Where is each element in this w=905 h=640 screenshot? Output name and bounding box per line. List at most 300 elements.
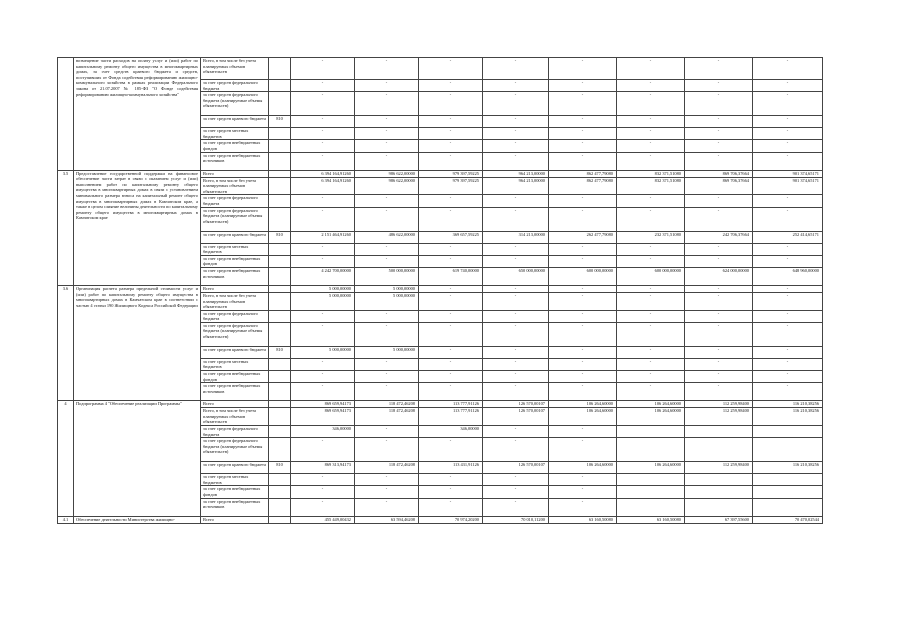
amount-cell: -	[355, 438, 419, 462]
amount-cell: -	[419, 285, 483, 292]
amount-cell: 986 622,00000	[355, 177, 419, 195]
amount-cell: -	[753, 243, 823, 255]
funding-source: за счет средств федерального бюджета (планируемые объемы обязательств)	[201, 207, 269, 231]
amount-cell: 986 622,00000	[355, 170, 419, 177]
amount-cell: 106 264,60000	[617, 401, 685, 408]
funding-source: за счет средств краевого бюджета	[201, 462, 269, 474]
amount-cell: -	[483, 285, 549, 292]
budget-code	[269, 474, 291, 486]
budget-table-page	[57, 57, 822, 524]
amount-cell: -	[483, 371, 549, 383]
amount-cell: 486 622,00000	[355, 231, 419, 243]
budget-code	[269, 92, 291, 116]
budget-code: 810	[269, 346, 291, 358]
amount-cell: 106 264,60000	[549, 401, 617, 408]
amount-cell: -	[355, 243, 419, 255]
amount-cell: -	[483, 80, 549, 92]
amount-cell: 5 000,00000	[291, 285, 355, 292]
funding-source: за счет средств местных бюджетов	[201, 474, 269, 486]
funding-source: за счет средств внебюджетных фондов	[201, 486, 269, 498]
amount-cell: 252 414,65171	[753, 231, 823, 243]
amount-cell	[753, 438, 823, 462]
amount-cell: -	[685, 285, 753, 292]
amount-cell: -	[355, 128, 419, 140]
amount-cell: 112 259,98400	[685, 408, 753, 426]
amount-cell: -	[419, 128, 483, 140]
amount-cell: -	[753, 358, 823, 370]
funding-source: за счет средств краевого бюджета	[201, 116, 269, 128]
amount-cell: -	[685, 292, 753, 310]
budget-code: 810	[269, 116, 291, 128]
funding-source: Всего, в том числе без учета планируемых объемов обязательств	[201, 177, 269, 195]
amount-cell: -	[483, 140, 549, 152]
row-number: 3.5	[58, 170, 74, 285]
funding-source: за счет средств внебюджетных источников	[201, 267, 269, 285]
budget-code	[269, 170, 291, 177]
amount-cell: -	[685, 310, 753, 322]
amount-cell: 126 570,00107	[483, 401, 549, 408]
amount-cell: 118 472,46208	[355, 401, 419, 408]
amount-cell: 106 264,60000	[549, 462, 617, 474]
amount-cell: -	[549, 285, 617, 292]
amount-cell	[685, 474, 753, 486]
amount-cell: -	[617, 140, 685, 152]
amount-cell: -	[753, 128, 823, 140]
amount-cell: -	[685, 116, 753, 128]
amount-cell: -	[483, 346, 549, 358]
amount-cell: 116 210,38256	[753, 462, 823, 474]
amount-cell: -	[549, 474, 617, 486]
amount-cell: 869 706,37664	[685, 177, 753, 195]
amount-cell: -	[483, 195, 549, 207]
table-row	[58, 516, 823, 523]
amount-cell: -	[291, 255, 355, 267]
amount-cell	[753, 426, 823, 438]
amount-cell: 832 371,51080	[617, 170, 685, 177]
amount-cell: 869 659,94173	[291, 401, 355, 408]
amount-cell: 106 264,60000	[617, 408, 685, 426]
budget-code	[269, 243, 291, 255]
budget-code	[269, 58, 291, 80]
amount-cell: -	[291, 438, 355, 462]
budget-code	[269, 292, 291, 310]
amount-cell: -	[753, 152, 823, 170]
budget-code	[269, 177, 291, 195]
amount-cell: -	[549, 58, 617, 80]
amount-cell: 6 394 164,91260	[291, 177, 355, 195]
amount-cell: -	[483, 255, 549, 267]
amount-cell: -	[291, 195, 355, 207]
amount-cell: -	[617, 195, 685, 207]
amount-cell	[685, 486, 753, 498]
amount-cell: -	[549, 346, 617, 358]
amount-cell: 70 974,20200	[419, 516, 483, 523]
funding-source: Всего, в том числе без учета планируемых объемов обязательств	[201, 292, 269, 310]
funding-source: за счет средств внебюджетных фондов	[201, 255, 269, 267]
amount-cell: -	[549, 310, 617, 322]
amount-cell: -	[617, 310, 685, 322]
funding-source: Всего	[201, 170, 269, 177]
measure-description: Подпрограмма 4 "Обеспечение реализации Программы"	[74, 401, 201, 516]
amount-cell: -	[291, 152, 355, 170]
amount-cell: 869 313,94173	[291, 462, 355, 474]
amount-cell: -	[355, 498, 419, 516]
table-body	[58, 58, 823, 524]
budget-code	[269, 486, 291, 498]
amount-cell: -	[549, 255, 617, 267]
amount-cell: 106 264,60000	[549, 408, 617, 426]
amount-cell: -	[753, 116, 823, 128]
amount-cell: -	[617, 255, 685, 267]
amount-cell: -	[419, 255, 483, 267]
amount-cell: -	[617, 346, 685, 358]
amount-cell: -	[419, 116, 483, 128]
budget-code	[269, 267, 291, 285]
measure-description: Обеспечение деятельности Министерства жилищно-	[74, 516, 201, 523]
amount-cell: -	[685, 371, 753, 383]
amount-cell: -	[291, 116, 355, 128]
amount-cell: -	[483, 310, 549, 322]
amount-cell: -	[483, 152, 549, 170]
amount-cell: 5 000,00000	[355, 285, 419, 292]
amount-cell: -	[291, 243, 355, 255]
row-number	[58, 58, 74, 171]
funding-source: за счет средств краевого бюджета	[201, 231, 269, 243]
amount-cell: 106 264,60000	[617, 462, 685, 474]
amount-cell: -	[753, 207, 823, 231]
budget-code	[269, 383, 291, 401]
funding-source: за счет средств федерального бюджета	[201, 80, 269, 92]
amount-cell: -	[291, 310, 355, 322]
amount-cell: -	[685, 346, 753, 358]
amount-cell: -	[753, 371, 823, 383]
amount-cell: 6 394 164,91260	[291, 170, 355, 177]
amount-cell: -	[617, 383, 685, 401]
amount-cell: 113 777,91126	[419, 408, 483, 426]
amount-cell: -	[753, 58, 823, 80]
amount-cell: -	[549, 80, 617, 92]
amount-cell: -	[483, 358, 549, 370]
amount-cell: -	[355, 474, 419, 486]
funding-source: за счет средств федерального бюджета (планируемые объемы обязательств)	[201, 92, 269, 116]
row-number: 4	[58, 401, 74, 516]
amount-cell: -	[291, 58, 355, 80]
row-number: 4.1	[58, 516, 74, 523]
amount-cell: 869 706,37664	[685, 170, 753, 177]
table-row	[58, 170, 823, 177]
amount-cell: -	[685, 92, 753, 116]
amount-cell: -	[355, 80, 419, 92]
amount-cell: -	[291, 358, 355, 370]
amount-cell: -	[753, 195, 823, 207]
funding-source: за счет средств внебюджетных источников	[201, 383, 269, 401]
amount-cell: 901 374,65171	[753, 177, 823, 195]
amount-cell: 112 259,98400	[685, 401, 753, 408]
amount-cell: -	[685, 358, 753, 370]
budget-code	[269, 80, 291, 92]
funding-source: за счет средств федерального бюджета (планируемые объемы обязательств)	[201, 438, 269, 462]
measure-description: Организация расчета размера предельной стоимости услуг и (или) работ по капитальному ремонту общего имущества в многоквартирных домах в Камчатском крае в соответствии с частью 4 статьи 190 Жилищного Кодекса Российской Федерации	[74, 285, 201, 400]
amount-cell: 126 570,00107	[483, 408, 549, 426]
budget-code	[269, 207, 291, 231]
amount-cell: -	[419, 474, 483, 486]
amount-cell: 964 213,00000	[483, 177, 549, 195]
budget-code	[269, 438, 291, 462]
amount-cell: -	[549, 152, 617, 170]
amount-cell	[617, 486, 685, 498]
amount-cell: -	[419, 140, 483, 152]
amount-cell: -	[549, 140, 617, 152]
funding-source: за счет средств федерального бюджета	[201, 426, 269, 438]
amount-cell: -	[549, 243, 617, 255]
amount-cell: 116 210,38256	[753, 401, 823, 408]
amount-cell: -	[419, 371, 483, 383]
amount-cell: -	[685, 128, 753, 140]
amount-cell: 624 000,00000	[685, 267, 753, 285]
amount-cell: -	[685, 58, 753, 80]
funding-source: за счет средств краевого бюджета	[201, 346, 269, 358]
amount-cell: -	[419, 243, 483, 255]
amount-cell: -	[617, 128, 685, 140]
amount-cell: -	[419, 383, 483, 401]
amount-cell: 369 657,59225	[419, 231, 483, 243]
budget-code	[269, 195, 291, 207]
amount-cell: -	[617, 285, 685, 292]
amount-cell: -	[549, 486, 617, 498]
amount-cell: -	[483, 116, 549, 128]
table-row	[58, 285, 823, 292]
table-row	[58, 58, 823, 80]
amount-cell: -	[617, 116, 685, 128]
amount-cell: 901 374,65171	[753, 170, 823, 177]
amount-cell: -	[549, 92, 617, 116]
amount-cell: -	[685, 207, 753, 231]
amount-cell: -	[355, 322, 419, 346]
amount-cell: -	[291, 383, 355, 401]
amount-cell: -	[685, 80, 753, 92]
amount-cell: -	[419, 346, 483, 358]
amount-cell: -	[549, 383, 617, 401]
amount-cell: -	[355, 255, 419, 267]
amount-cell: 832 371,51080	[617, 177, 685, 195]
amount-cell: 113 777,91126	[419, 401, 483, 408]
budget-code: 810	[269, 231, 291, 243]
amount-cell: -	[355, 195, 419, 207]
amount-cell: -	[483, 292, 549, 310]
amount-cell: -	[685, 255, 753, 267]
funding-source: за счет средств внебюджетных источников	[201, 152, 269, 170]
amount-cell	[685, 498, 753, 516]
amount-cell: -	[549, 207, 617, 231]
amount-cell: 126 570,00107	[483, 462, 549, 474]
amount-cell: 862 477,79080	[549, 170, 617, 177]
funding-source: за счет средств местных бюджетов	[201, 128, 269, 140]
amount-cell: -	[483, 58, 549, 80]
budget-table	[57, 57, 823, 524]
amount-cell: 262 477,79080	[549, 231, 617, 243]
amount-cell: -	[419, 152, 483, 170]
funding-source: Всего	[201, 516, 269, 523]
amount-cell: -	[617, 292, 685, 310]
budget-code	[269, 498, 291, 516]
amount-cell: -	[483, 498, 549, 516]
amount-cell: -	[419, 80, 483, 92]
funding-source: Всего	[201, 285, 269, 292]
amount-cell: 70 010,11200	[483, 516, 549, 523]
amount-cell: -	[291, 486, 355, 498]
amount-cell: -	[685, 140, 753, 152]
amount-cell: -	[617, 80, 685, 92]
amount-cell: -	[549, 128, 617, 140]
amount-cell: -	[753, 346, 823, 358]
amount-cell: 63 594,46208	[355, 516, 419, 523]
amount-cell: 619 740,00000	[419, 267, 483, 285]
amount-cell: -	[753, 322, 823, 346]
amount-cell: -	[549, 116, 617, 128]
amount-cell: -	[355, 207, 419, 231]
amount-cell: 70 470,02544	[753, 516, 823, 523]
amount-cell: -	[617, 243, 685, 255]
funding-source: за счет средств внебюджетных фондов	[201, 140, 269, 152]
amount-cell: 113 431,91126	[419, 462, 483, 474]
amount-cell: -	[355, 58, 419, 80]
amount-cell: -	[549, 438, 617, 462]
amount-cell: -	[685, 243, 753, 255]
amount-cell: -	[549, 498, 617, 516]
amount-cell: -	[483, 243, 549, 255]
budget-code	[269, 516, 291, 523]
amount-cell: -	[291, 128, 355, 140]
funding-source: за счет средств местных бюджетов	[201, 243, 269, 255]
amount-cell: -	[549, 195, 617, 207]
amount-cell: -	[419, 438, 483, 462]
budget-code	[269, 371, 291, 383]
budget-code	[269, 310, 291, 322]
amount-cell	[617, 474, 685, 486]
amount-cell: -	[355, 140, 419, 152]
amount-cell: -	[617, 207, 685, 231]
amount-cell: -	[483, 438, 549, 462]
amount-cell: -	[355, 116, 419, 128]
amount-cell: -	[419, 58, 483, 80]
budget-code	[269, 401, 291, 408]
amount-cell: 5 000,00000	[355, 346, 419, 358]
amount-cell: 2 151 464,91260	[291, 231, 355, 243]
amount-cell: -	[355, 358, 419, 370]
amount-cell: -	[617, 58, 685, 80]
amount-cell: 600 000,00000	[549, 267, 617, 285]
amount-cell: 242 706,37664	[685, 231, 753, 243]
amount-cell: -	[355, 426, 419, 438]
amount-cell: 112 259,98400	[685, 462, 753, 474]
amount-cell: -	[753, 80, 823, 92]
measure-description: Предоставление государственной поддержки на финансовое обеспечение части затрат в связи с оказанием услуг и (или) выполнением работ по капитальному ремонту общего имущества в многоквартирных домах в связи с установлением минимального размера взноса на капитальный ремонт общего имущества в многоквартирных домах в Камчатском крае, а также в целом слияние величины деятельности по капитальному ремонту общего имущества в многоквартирных домах в Камчатском крае	[74, 170, 201, 285]
amount-cell: 232 371,51080	[617, 231, 685, 243]
amount-cell: 500 000,00000	[355, 267, 419, 285]
amount-cell	[753, 486, 823, 498]
amount-cell: 455 449,00432	[291, 516, 355, 523]
amount-cell: 346,00000	[291, 426, 355, 438]
amount-cell: -	[355, 152, 419, 170]
amount-cell: -	[753, 292, 823, 310]
amount-cell: -	[419, 292, 483, 310]
amount-cell: 964 213,00000	[483, 170, 549, 177]
funding-source: за счет средств внебюджетных фондов	[201, 371, 269, 383]
amount-cell: -	[291, 371, 355, 383]
funding-source: за счет средств местных бюджетов	[201, 358, 269, 370]
amount-cell: -	[419, 207, 483, 231]
amount-cell: -	[685, 152, 753, 170]
amount-cell: -	[617, 152, 685, 170]
amount-cell: -	[483, 128, 549, 140]
amount-cell: 862 477,79080	[549, 177, 617, 195]
budget-code	[269, 408, 291, 426]
budget-code	[269, 358, 291, 370]
funding-source: Всего, в том числе без учета планируемых объемов обязательств	[201, 58, 269, 80]
funding-source: за счет средств федерального бюджета (планируемые объемы обязательств)	[201, 322, 269, 346]
amount-cell: -	[291, 498, 355, 516]
amount-cell: -	[483, 486, 549, 498]
amount-cell: -	[419, 195, 483, 207]
funding-source: за счет средств федерального бюджета	[201, 195, 269, 207]
amount-cell: -	[419, 322, 483, 346]
amount-cell: -	[483, 383, 549, 401]
amount-cell: -	[355, 486, 419, 498]
amount-cell	[617, 498, 685, 516]
amount-cell: -	[291, 140, 355, 152]
amount-cell: -	[549, 371, 617, 383]
amount-cell: 118 472,46208	[355, 408, 419, 426]
amount-cell: 63 160,50080	[617, 516, 685, 523]
amount-cell: -	[685, 383, 753, 401]
funding-source: Всего, в том числе без учета планируемых объемов обязательств	[201, 408, 269, 426]
budget-code	[269, 322, 291, 346]
amount-cell: 600 000,00000	[617, 267, 685, 285]
amount-cell: -	[419, 498, 483, 516]
amount-cell: -	[355, 371, 419, 383]
amount-cell: -	[549, 358, 617, 370]
amount-cell: 67 397,55600	[685, 516, 753, 523]
amount-cell: -	[753, 140, 823, 152]
budget-code	[269, 285, 291, 292]
amount-cell: -	[355, 310, 419, 322]
amount-cell: -	[617, 92, 685, 116]
amount-cell: -	[419, 358, 483, 370]
amount-cell: 869 659,94173	[291, 408, 355, 426]
amount-cell: -	[753, 255, 823, 267]
funding-source: за счет средств внебюджетных источников	[201, 498, 269, 516]
amount-cell: -	[483, 474, 549, 486]
amount-cell: 314 213,00000	[483, 231, 549, 243]
amount-cell: -	[685, 195, 753, 207]
amount-cell: 63 160,50080	[549, 516, 617, 523]
amount-cell: -	[355, 383, 419, 401]
amount-cell: 650 000,00000	[483, 267, 549, 285]
amount-cell	[753, 474, 823, 486]
amount-cell: 979 397,59225	[419, 170, 483, 177]
amount-cell	[617, 438, 685, 462]
amount-cell: -	[753, 285, 823, 292]
amount-cell: -	[291, 92, 355, 116]
funding-source: Всего	[201, 401, 269, 408]
amount-cell: 118 472,46208	[355, 462, 419, 474]
amount-cell: -	[419, 310, 483, 322]
amount-cell: 4 242 700,00000	[291, 267, 355, 285]
amount-cell: 979 397,59225	[419, 177, 483, 195]
amount-cell: -	[753, 383, 823, 401]
amount-cell: -	[483, 426, 549, 438]
amount-cell: 5 000,00000	[355, 292, 419, 310]
